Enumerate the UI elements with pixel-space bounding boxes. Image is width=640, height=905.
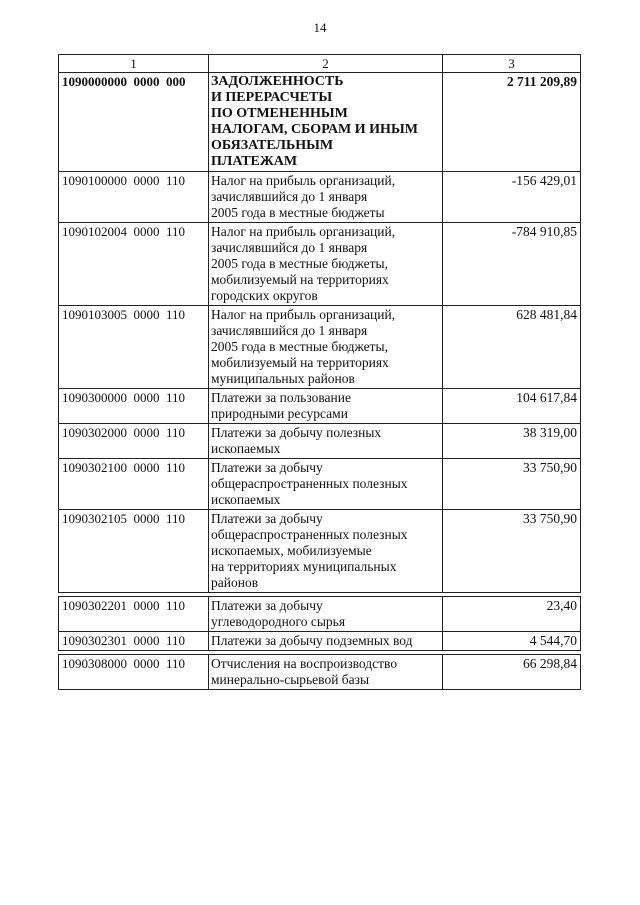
table-row	[59, 597, 581, 632]
budget-code-cell: 1090302105 0000 110	[59, 510, 209, 593]
item-name-cell: Налог на прибыль организаций, зачислявшийся до 1 января 2005 года в местные бюджеты, мобилизуемый на территориях муниципальных районов	[209, 306, 443, 389]
item-name-cell: Налог на прибыль организаций, зачислявшийся до 1 января 2005 года в местные бюджеты, мобилизуемый на территориях городских округов	[209, 223, 443, 306]
item-name-cell: Платежи за добычу подземных вод	[209, 632, 443, 651]
amount-cell: 2 711 209,89	[443, 73, 581, 172]
table-body	[59, 73, 581, 690]
item-name-cell: ЗАДОЛЖЕННОСТЬ И ПЕРЕРАСЧЕТЫ ПО ОТМЕНЕННЫМ НАЛОГАМ, СБОРАМ И ИНЫМ ОБЯЗАТЕЛЬНЫМ ПЛАТЕЖАМ	[209, 73, 443, 172]
budget-code-cell: 1090103005 0000 110	[59, 306, 209, 389]
budget-code-cell: 1090302301 0000 110	[59, 632, 209, 651]
table-row	[59, 223, 581, 306]
budget-code-cell: 1090302201 0000 110	[59, 597, 209, 632]
table-header	[59, 55, 581, 73]
amount-cell: 66 298,84	[443, 655, 581, 690]
item-name-cell: Платежи за добычу общераспространенных полезных ископаемых, мобилизуемые на территориях муниципальных районов	[209, 510, 443, 593]
column-header-3: 3	[443, 55, 581, 73]
budget-code-cell: 1090308000 0000 110	[59, 655, 209, 690]
table-row	[59, 172, 581, 223]
amount-cell: 33 750,90	[443, 459, 581, 510]
amount-cell: 38 319,00	[443, 424, 581, 459]
item-name-cell: Отчисления на воспроизводство минерально-сырьевой базы	[209, 655, 443, 690]
table-row	[59, 73, 581, 172]
table-row	[59, 389, 581, 424]
budget-code-cell: 1090000000 0000 000	[59, 73, 209, 172]
budget-code-cell: 1090302100 0000 110	[59, 459, 209, 510]
item-name-cell: Платежи за добычу углеводородного сырья	[209, 597, 443, 632]
item-name-cell: Платежи за пользование природными ресурсами	[209, 389, 443, 424]
table-row	[59, 510, 581, 593]
table-row	[59, 459, 581, 510]
amount-cell: 104 617,84	[443, 389, 581, 424]
amount-cell: 23,40	[443, 597, 581, 632]
budget-code-cell: 1090102004 0000 110	[59, 223, 209, 306]
item-name-cell: Налог на прибыль организаций, зачислявшийся до 1 января 2005 года в местные бюджеты	[209, 172, 443, 223]
page-number: 14	[313, 20, 327, 35]
budget-code-cell: 1090100000 0000 110	[59, 172, 209, 223]
item-name-cell: Платежи за добычу общераспространенных полезных ископаемых	[209, 459, 443, 510]
budget-code-cell: 1090302000 0000 110	[59, 424, 209, 459]
table-row	[59, 655, 581, 690]
budget-table	[58, 54, 581, 690]
amount-cell: 33 750,90	[443, 510, 581, 593]
amount-cell: -156 429,01	[443, 172, 581, 223]
table-row	[59, 424, 581, 459]
item-name-cell: Платежи за добычу полезных ископаемых	[209, 424, 443, 459]
table-row	[59, 632, 581, 651]
column-header-2: 2	[209, 55, 443, 73]
budget-code-cell: 1090300000 0000 110	[59, 389, 209, 424]
amount-cell: -784 910,85	[443, 223, 581, 306]
amount-cell: 628 481,84	[443, 306, 581, 389]
table-row	[59, 306, 581, 389]
amount-cell: 4 544,70	[443, 632, 581, 651]
column-header-1: 1	[59, 55, 209, 73]
